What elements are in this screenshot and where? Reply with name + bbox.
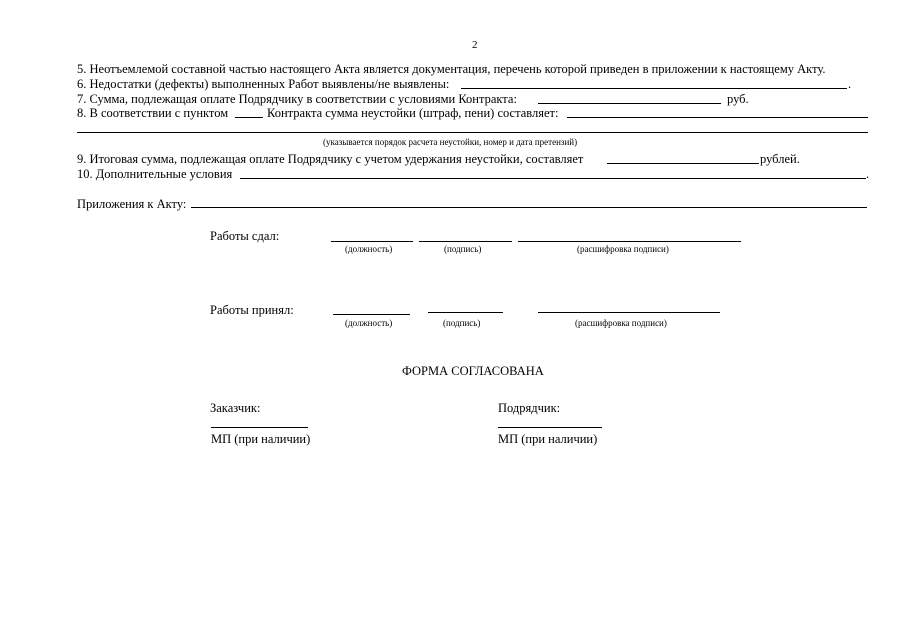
item-6-end: . [848, 77, 852, 91]
item-8-a: 8. В соответствии с пунктом [77, 106, 229, 120]
item-8-blank [567, 117, 868, 118]
item-8-clause-blank [235, 117, 263, 118]
item-7-blank [538, 103, 721, 104]
handed-over-position-line [331, 241, 413, 242]
page-number: 2 [472, 39, 478, 51]
item-7: 7. Сумма, подлежащая оплате Подрядчику в соответствии с условиями Контракта: [77, 92, 517, 106]
accepted-signature-line [428, 312, 503, 313]
handed-over-signature-line [419, 241, 512, 242]
accepted-decoding-caption: (расшифровка подписи) [575, 318, 667, 328]
item-7-unit: руб. [727, 92, 749, 106]
item-9: 9. Итоговая сумма, подлежащая оплате Подрядчику с учетом удержания неустойки, составляет [77, 152, 584, 166]
item-8-note: (указывается порядок расчета неустойки, номер и дата претензий) [323, 137, 578, 147]
item-10-end: . [866, 167, 870, 181]
customer-signature-line [211, 427, 308, 428]
item-6-blank [461, 88, 847, 89]
customer-stamp: МП (при наличии) [211, 432, 311, 446]
handed-over-position-caption: (должность) [345, 244, 393, 254]
accepted-position-caption: (должность) [345, 318, 393, 328]
item-9-blank [607, 163, 759, 164]
item-8-line-2 [77, 132, 868, 133]
handed-over-decoding-caption: (расшифровка подписи) [577, 244, 669, 254]
contractor-label: Подрядчик: [498, 401, 561, 415]
appendix-label: Приложения к Акту: [77, 197, 187, 211]
appendix-blank [191, 207, 867, 208]
accepted-position-line [333, 314, 410, 315]
item-10-blank [240, 178, 866, 179]
item-6: 6. Недостатки (дефекты) выполненных Работ выявлены/не выявлены: [77, 77, 450, 91]
handed-over-decoding-line [518, 241, 741, 242]
item-5: 5. Неотъемлемой составной частью настоящего Акта является документация, перечень которой приведен в приложении к настоящему Акту. [77, 62, 826, 76]
contractor-stamp: МП (при наличии) [498, 432, 598, 446]
handed-over-signature-caption: (подпись) [444, 244, 482, 254]
item-8-b: Контракта сумма неустойки (штраф, пени) составляет: [267, 106, 559, 120]
item-10: 10. Дополнительные условия [77, 167, 233, 181]
accepted-label: Работы принял: [210, 303, 294, 317]
handed-over-label: Работы сдал: [210, 229, 280, 243]
item-9-unit: рублей. [760, 152, 800, 166]
approval-title: ФОРМА СОГЛАСОВАНА [402, 364, 544, 378]
customer-label: Заказчик: [210, 401, 261, 415]
accepted-decoding-line [538, 312, 720, 313]
accepted-signature-caption: (подпись) [443, 318, 481, 328]
contractor-signature-line [498, 427, 602, 428]
